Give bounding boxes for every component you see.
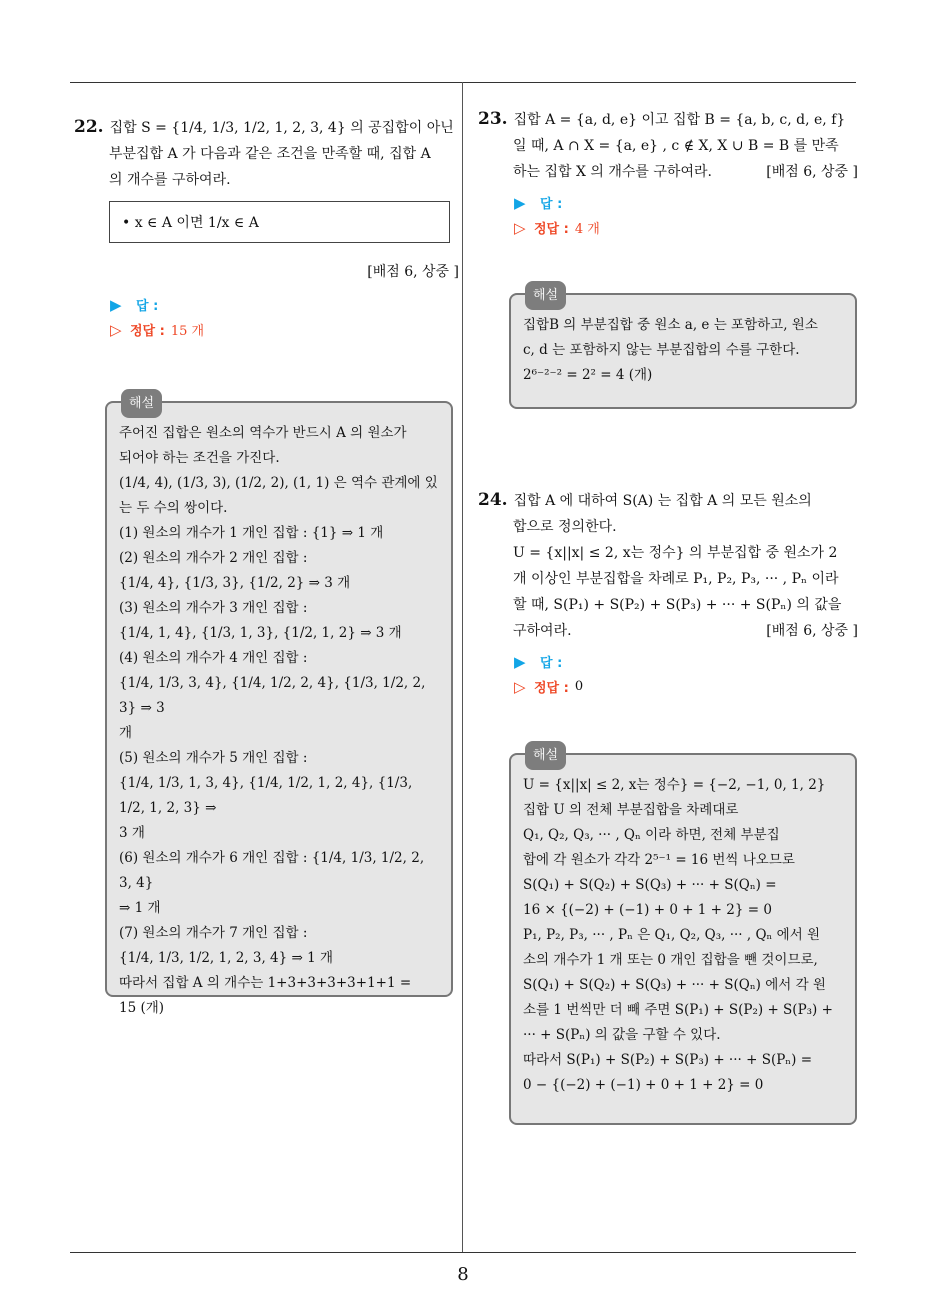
solution-line: P₁, P₂, P₃, ··· , Pₙ 은 Q₁, Q₂, Q₃, ··· , Qₙ 에서 원 bbox=[523, 927, 821, 943]
solution-line: S(Q₁) + S(Q₂) + S(Q₃) + ··· + S(Qₙ) = bbox=[523, 877, 777, 893]
solution-line: S(Q₁) + S(Q₂) + S(Q₃) + ··· + S(Qₙ) 에서 각 원 bbox=[523, 977, 826, 993]
play-triangle-icon: ▶ bbox=[514, 193, 526, 212]
question-text-line: 구하여라. bbox=[513, 623, 572, 639]
solution-line: ··· + S(Pₙ) 의 값을 구할 수 있다. bbox=[523, 1027, 721, 1043]
solution-line: 개 bbox=[119, 725, 133, 741]
question-text-row bbox=[478, 618, 858, 644]
solution-line: 되어야 하는 조건을 가진다. bbox=[119, 450, 280, 466]
solution-line: (4) 원소의 개수가 4 개인 집합 : bbox=[119, 650, 308, 666]
top-rule bbox=[70, 82, 856, 83]
question-text-line: 하는 집합 X 의 개수를 구하여라. bbox=[513, 164, 712, 180]
solution-line: 15 (개) bbox=[119, 1000, 165, 1016]
answer-label: 답 : bbox=[540, 197, 563, 212]
question-text-line: 개 이상인 부분집합을 차례로 P₁, P₂, P₃, ··· , Pₙ 이라 bbox=[513, 571, 839, 587]
correct-answer-row bbox=[478, 218, 858, 237]
question-text-line: 할 때, S(P₁) + S(P₂) + S(P₃) + ··· + S(Pₙ) 의 값을 bbox=[513, 597, 842, 613]
column-divider bbox=[462, 82, 463, 1252]
question-number: 23. bbox=[478, 109, 508, 129]
solution-line: {1/4, 1, 4}, {1/3, 1, 3}, {1/2, 1, 2} ⇒ 3 개 bbox=[119, 625, 402, 641]
outline-triangle-icon: ▷ bbox=[514, 218, 526, 237]
question-text-row bbox=[478, 159, 858, 185]
solution-line: (3) 원소의 개수가 3 개인 집합 : bbox=[119, 600, 308, 616]
correct-value: 15 개 bbox=[170, 324, 205, 339]
question-text-line: 의 개수를 구하여라. bbox=[109, 172, 231, 188]
correct-label: 정답 : bbox=[534, 222, 569, 237]
correct-value: 0 bbox=[574, 679, 584, 694]
answer-row bbox=[74, 295, 459, 314]
solution-line: 따라서 집합 A 의 개수는 1+3+3+3+3+1+1 = bbox=[119, 975, 412, 991]
solution-line: 16 × {(−2) + (−1) + 0 + 1 + 2} = 0 bbox=[523, 902, 772, 918]
solution-line: 는 두 수의 쌍이다. bbox=[119, 500, 228, 516]
solution-line: {1/4, 4}, {1/3, 3}, {1/2, 2} ⇒ 3 개 bbox=[119, 575, 351, 591]
solution-line: Q₁, Q₂, Q₃, ··· , Qₙ 이라 하면, 전체 부분집 bbox=[523, 827, 780, 843]
answer-label: 답 : bbox=[540, 656, 563, 671]
question-text-line: 합으로 정의한다. bbox=[513, 519, 617, 535]
solution-line: 따라서 S(P₁) + S(P₂) + S(P₃) + ··· + S(Pₙ) = bbox=[523, 1052, 813, 1068]
solution-line: {1/4, 1/3, 1, 3, 4}, {1/4, 1/2, 1, 2, 4}, {1/3, 1/2, 1, 2, 3} ⇒ bbox=[119, 775, 413, 816]
solution-line: 2⁶⁻²⁻² = 2² = 4 (개) bbox=[523, 367, 653, 383]
outline-triangle-icon: ▷ bbox=[514, 677, 526, 696]
question-24 bbox=[478, 487, 858, 696]
solution-line: 3 개 bbox=[119, 825, 145, 841]
correct-label: 정답 : bbox=[534, 681, 569, 696]
solution-box-24 bbox=[509, 748, 857, 1125]
solution-line: (2) 원소의 개수가 2 개인 집합 : bbox=[119, 550, 308, 566]
solution-line: 0 − {(−2) + (−1) + 0 + 1 + 2} = 0 bbox=[523, 1077, 764, 1093]
solution-tag: 해설 bbox=[525, 741, 566, 770]
solution-line: {1/4, 1/3, 3, 4}, {1/4, 1/2, 2, 4}, {1/3, 1/2, 2, 3} ⇒ 3 bbox=[119, 675, 426, 716]
answer-row bbox=[478, 193, 858, 212]
solution-tag: 해설 bbox=[121, 389, 162, 418]
page-number: 8 bbox=[457, 1264, 469, 1285]
question-22 bbox=[74, 114, 459, 339]
question-text-line: U = {x||x| ≤ 2, x는 정수} 의 부분집합 중 원소가 2 bbox=[513, 545, 838, 561]
question-number: 22. bbox=[74, 117, 104, 137]
solution-line: (1/4, 4), (1/3, 3), (1/2, 2), (1, 1) 은 역수 관계에 있 bbox=[119, 475, 438, 491]
score-label: [배점 6, 상중 ] bbox=[367, 264, 459, 280]
condition-box bbox=[109, 201, 450, 243]
solution-line: {1/4, 1/3, 1/2, 1, 2, 3, 4} ⇒ 1 개 bbox=[119, 950, 334, 966]
play-triangle-icon: ▶ bbox=[110, 295, 122, 314]
play-triangle-icon: ▶ bbox=[514, 652, 526, 671]
solution-line: (5) 원소의 개수가 5 개인 집합 : bbox=[119, 750, 308, 766]
solution-line: (7) 원소의 개수가 7 개인 집합 : bbox=[119, 925, 308, 941]
question-text-line: 집합 A = {a, d, e} 이고 집합 B = {a, b, c, d, e, f} bbox=[513, 112, 846, 128]
bottom-rule bbox=[70, 1252, 856, 1253]
correct-value: 4 개 bbox=[574, 222, 600, 237]
condition-text: • x ∈ A 이면 1/x ∈ A bbox=[122, 215, 259, 231]
solution-line: (6) 원소의 개수가 6 개인 집합 : {1/4, 1/3, 1/2, 2, 3, 4} bbox=[119, 850, 425, 891]
solution-line: 소의 개수가 1 개 또는 0 개인 집합을 뺀 것이므로, bbox=[523, 952, 818, 968]
question-number: 24. bbox=[478, 490, 508, 510]
solution-line: 합에 각 원소가 각각 2⁵⁻¹ = 16 번씩 나오므로 bbox=[523, 852, 795, 868]
answer-label: 답 : bbox=[136, 299, 159, 314]
solution-tag: 해설 bbox=[525, 281, 566, 310]
correct-answer-row bbox=[74, 320, 459, 339]
solution-box-23 bbox=[509, 288, 857, 409]
solution-line: (1) 원소의 개수가 1 개인 집합 : {1} ⇒ 1 개 bbox=[119, 525, 384, 541]
question-text-line: 일 때, A ∩ X = {a, e} , c ∉ X, X ∪ B = B 를 만족 bbox=[513, 138, 839, 154]
question-text-line: 부분집합 A 가 다음과 같은 조건을 만족할 때, 집합 A bbox=[109, 146, 431, 162]
solution-line: c, d 는 포함하지 않는 부분집합의 수를 구한다. bbox=[523, 342, 800, 358]
score-label: [배점 6, 상중 ] bbox=[766, 623, 858, 639]
outline-triangle-icon: ▷ bbox=[110, 320, 122, 339]
solution-line: 집합B 의 부분집합 중 원소 a, e 는 포함하고, 원소 bbox=[523, 317, 818, 333]
solution-line: U = {x||x| ≤ 2, x는 정수} = {−2, −1, 0, 1, 2} bbox=[523, 777, 826, 793]
correct-label: 정답 : bbox=[130, 324, 165, 339]
solution-line: 집합 U 의 전체 부분집합을 차례대로 bbox=[523, 802, 739, 818]
solution-line: 소를 1 번씩만 더 빼 주면 S(P₁) + S(P₂) + S(P₃) + bbox=[523, 1002, 833, 1018]
answer-row bbox=[478, 652, 858, 671]
score-label: [배점 6, 상중 ] bbox=[766, 164, 858, 180]
solution-line: 주어진 집합은 원소의 역수가 반드시 A 의 원소가 bbox=[119, 425, 407, 441]
correct-answer-row bbox=[478, 677, 858, 696]
question-23 bbox=[478, 106, 858, 237]
question-text-line: 집합 A 에 대하여 S(A) 는 집합 A 의 모든 원소의 bbox=[513, 493, 812, 509]
question-text-line: 집합 S = {1/4, 1/3, 1/2, 1, 2, 3, 4} 의 공집합이 아닌 bbox=[109, 120, 454, 136]
solution-line: ⇒ 1 개 bbox=[119, 900, 161, 916]
solution-box-22 bbox=[105, 396, 453, 1016]
